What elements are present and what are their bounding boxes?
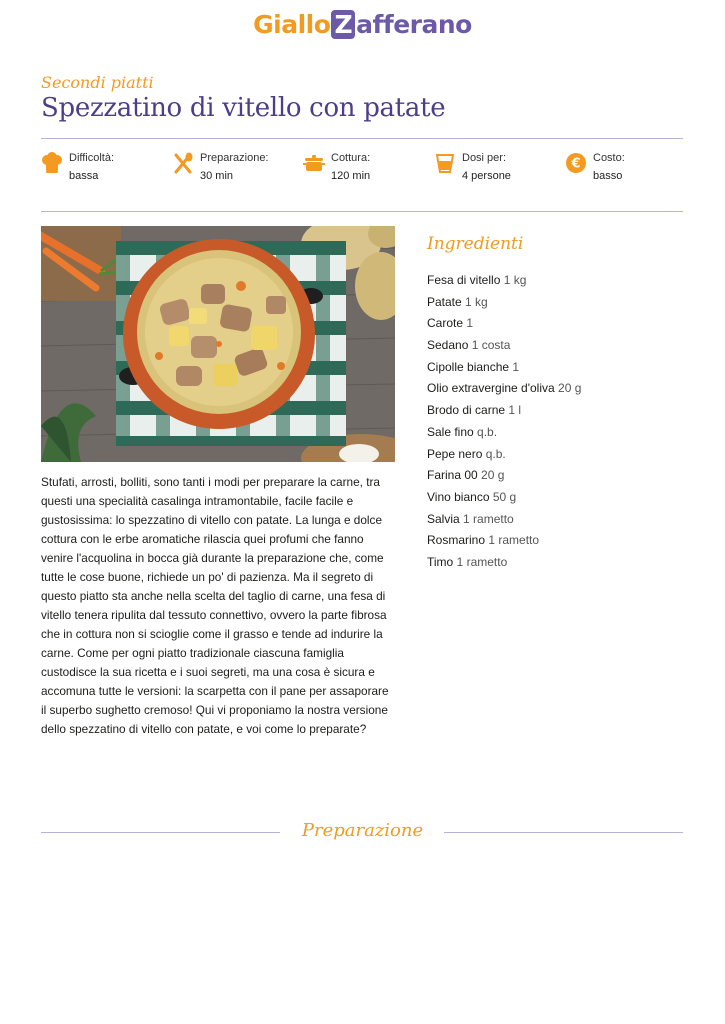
dish-photo [41, 226, 395, 462]
ingredient-name[interactable]: Timo [427, 554, 454, 569]
ingredient-name[interactable]: Vino bianco [427, 489, 490, 504]
ingredient-item [427, 445, 581, 467]
ingredient-qty: 1 l [508, 403, 522, 418]
ingredient-qty: 1 kg [465, 294, 488, 309]
info-label: Preparazione: [200, 152, 269, 164]
ingredient-item [427, 358, 581, 380]
svg-text:€: € [571, 156, 581, 172]
recipe-title: Spezzatino di vitello con patate [41, 93, 446, 123]
preparation-divider-right [444, 832, 683, 833]
info-value: 30 min [200, 170, 234, 182]
ingredients-title: Ingredienti [427, 234, 524, 254]
ingredient-name[interactable]: Cipolle bianche [427, 359, 510, 374]
ingredient-qty: 1 [512, 359, 520, 374]
ingredient-name[interactable]: Brodo di carne [427, 403, 506, 418]
ingredient-name[interactable]: Fesa di vitello [427, 273, 501, 287]
ingredient-item [427, 379, 581, 401]
info-difficulty [41, 150, 171, 190]
ingredient-qty: 20 g [481, 468, 505, 483]
info-label: Dosi per: [462, 152, 507, 164]
utensils-icon [172, 152, 194, 174]
ingredient-item [427, 423, 581, 445]
info-cooking [303, 150, 433, 190]
ingredient-item [427, 466, 581, 488]
ingredient-item [427, 510, 581, 532]
ingredient-name[interactable]: Sale fino [427, 424, 474, 439]
ingredient-qty: 1 rametto [456, 554, 508, 569]
recipe-info-bar [41, 150, 683, 190]
info-value: basso [593, 170, 623, 182]
ingredient-qty: 50 g [492, 489, 517, 504]
ingredient-qty: q.b. [477, 424, 498, 439]
glass-icon [434, 152, 456, 174]
ingredient-item [427, 314, 581, 336]
logo-part-2: afferano [356, 10, 472, 39]
ingredient-item [427, 553, 581, 575]
brand-logo [0, 10, 725, 39]
info-value: 4 persone [462, 170, 511, 182]
ingredient-name[interactable]: Pepe nero [427, 446, 483, 461]
info-preparation [172, 150, 302, 190]
logo-z: Z [331, 10, 355, 39]
ingredient-name[interactable]: Olio extravergine d'oliva [427, 381, 555, 396]
info-value: 120 min [331, 170, 371, 182]
ingredient-qty: 1 [466, 316, 474, 331]
ingredient-qty: 1 rametto [463, 511, 514, 526]
ingredient-name[interactable]: Sedano [427, 338, 469, 353]
info-label: Cottura: [331, 152, 371, 164]
recipe-description: Stufati, arrosti, bolliti, sono tanti i modi per preparare la carne, tra questi una specialità casalinga intramontabile, facile facile e gustosissima: lo spezzatino di vitello con patate. La lunga e dolce cottura con le erbe aromatiche rilascia quei profumi che fanno venire l'acquolina in bocca già durante la preparazione che, come tutte le cose buone, richiede un po' di pazienza. Ma il segreto di questo piatto sta anche nella scelta del taglio di carne, una fesa di vitello tenera ripulita dal tessuto connettivo, ovvero la parte fibrosa che in cottura non si scioglie come il grasso e tende ad indurire la carne. Come per ogni piatto tradizionale ciascuna famiglia custodisce la sua ricetta e i suoi segreti, ma una cosa è sicura e accomuna tutte le versioni: la scarpetta con il pane per assaporare il superbo sughetto cremoso! Qui vi proponiamo la nostra versione dello spezzatino di vitello con patate, e voi come lo preparate? [41, 475, 389, 736]
ingredient-item [427, 293, 581, 315]
logo-part-1: Giallo [253, 10, 331, 39]
ingredient-name[interactable]: Rosmarino [427, 533, 486, 548]
info-label: Costo: [593, 152, 625, 164]
info-value: bassa [69, 170, 99, 182]
ingredient-qty: 20 g [558, 381, 582, 396]
chef-hat-icon [41, 152, 63, 174]
ingredient-item [427, 488, 581, 510]
info-label: Difficoltà: [69, 152, 115, 164]
ingredient-qty: 1 rametto [488, 533, 540, 548]
ingredient-item [427, 531, 581, 553]
info-servings [434, 150, 564, 190]
ingredient-qty: 1 kg [503, 273, 527, 287]
preparation-title: Preparazione [301, 820, 424, 841]
divider-info [41, 211, 683, 212]
ingredient-item [427, 401, 581, 423]
ingredients-list [427, 271, 581, 575]
pot-icon [303, 152, 325, 174]
ingredient-item [427, 271, 581, 293]
ingredient-item [427, 336, 581, 358]
divider-top [41, 138, 683, 139]
info-cost [565, 150, 695, 190]
euro-coin-icon [565, 152, 587, 174]
ingredient-qty: q.b. [485, 446, 506, 461]
ingredient-name[interactable]: Salvia [427, 511, 460, 526]
ingredient-name[interactable]: Patate [427, 294, 462, 309]
ingredient-name[interactable]: Carote [427, 316, 464, 331]
ingredient-qty: 1 costa [471, 338, 511, 353]
ingredient-name[interactable]: Farina 00 [427, 468, 478, 483]
recipe-category[interactable]: Secondi piatti [41, 73, 154, 92]
